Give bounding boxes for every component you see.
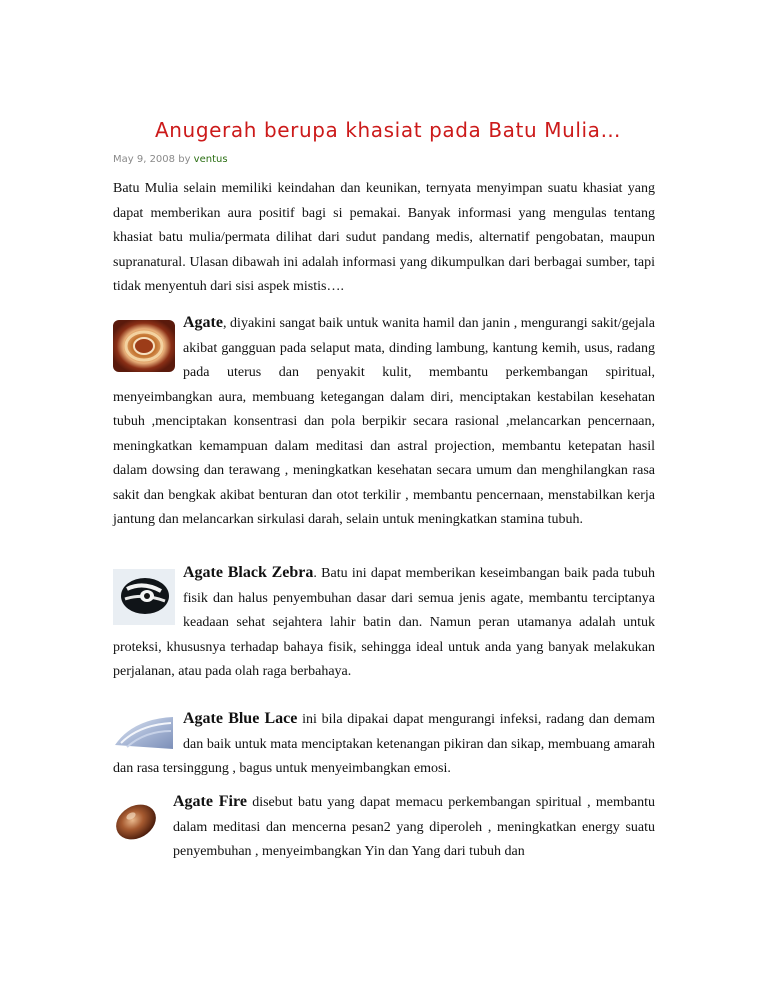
stone-name: Agate Black Zebra	[183, 564, 314, 581]
stone-description: . Batu ini dapat memberikan keseimbangan baik pada tubuh fisik dan halus penyembuhan dasar dari semua jenis agate, membantu terciptanya keadaan sehat sejahtera lahir batin dan. Namun peran utamanya adalah untuk proteksi, khususnya terhadap bahaya fisik, sehingga ideal untuk anda yang banyak melakukan perjalanan, atau pada olah raga berbahaya.	[113, 566, 656, 679]
stone-entry-fire	[113, 790, 655, 865]
post-by: by	[178, 154, 191, 165]
stone-description: , diyakini sangat baik untuk wanita hamil dan janin , mengurangi sakit/gejala akibat gangguan pada selaput mata, dinding lambung, kantung kemih, usus, radang pada uterus dan penyakit kulit, membantu perkembangan spiritual, menyeimbangkan aura, membuang ketegangan dalam diri, menciptakan kestabilan kesehatan tubuh ,menciptakan konsentrasi dan pola berpikir secara rasional ,melancarkan pencernaan, meningkatkan kemampuan dalam meditasi dan astral projection, membantu ketepatan hasil dalam dowsing dan terawang , meningkatkan kesehatan secara umum dan menghilangkan rasa sakit dan bengkak akibat benturan dan otot terkilir , membantu pencernaan, menstabilkan kerja jantung dan melancarkan sirkulasi darah, selain untuk meningkatkan stamina tubuh.	[113, 316, 655, 527]
agate-stone-icon	[113, 320, 175, 372]
stone-description: disebut batu yang dapat memacu perkembangan spiritual , membantu dalam meditasi dan mencerna pesan2 yang diperoleh , meningkatkan energy suatu penyembuhan , menyeimbangkan Yin dan Yang dari tubuh dan	[173, 795, 655, 859]
stone-entry-blue-lace	[113, 707, 655, 782]
stone-name: Agate	[183, 314, 223, 331]
black-zebra-agate-icon	[113, 569, 175, 625]
post-title: Anugerah berupa khasiat pada Batu Mulia…	[155, 118, 622, 142]
blue-lace-agate-icon	[113, 715, 175, 751]
fire-agate-icon	[113, 800, 159, 844]
stone-description: ini bila dipakai dapat mengurangi infeksi, radang dan demam dan baik untuk mata menciptakan ketenangan pikiran dan sikap, membuang amarah dan rasa tersinggung , bagus untuk menyeimbangkan emosi.	[113, 712, 655, 776]
post-meta	[113, 154, 228, 165]
intro-paragraph: Batu Mulia selain memiliki keindahan dan keunikan, ternyata menyimpan suatu khasiat yang dapat memberikan aura positif bagi si pemakai. Banyak informasi yang mengulas tentang khasiat batu mulia/permata dilihat dari sudut pandang medis, alternatif pengobatan, maupun supranatural. Ulasan dibawah ini adalah informasi yang dikumpulkan dari berbagai sumber, tapi tidak menyentuh dari sisi aspek mistis….	[113, 181, 655, 294]
stone-name: Agate Blue Lace	[183, 710, 298, 727]
post-date: May 9, 2008	[113, 154, 176, 165]
stone-entry-black-zebra	[113, 561, 655, 685]
author-link[interactable]: ventus	[193, 154, 228, 165]
stone-entry-agate	[113, 311, 655, 533]
stone-name: Agate Fire	[173, 793, 247, 810]
